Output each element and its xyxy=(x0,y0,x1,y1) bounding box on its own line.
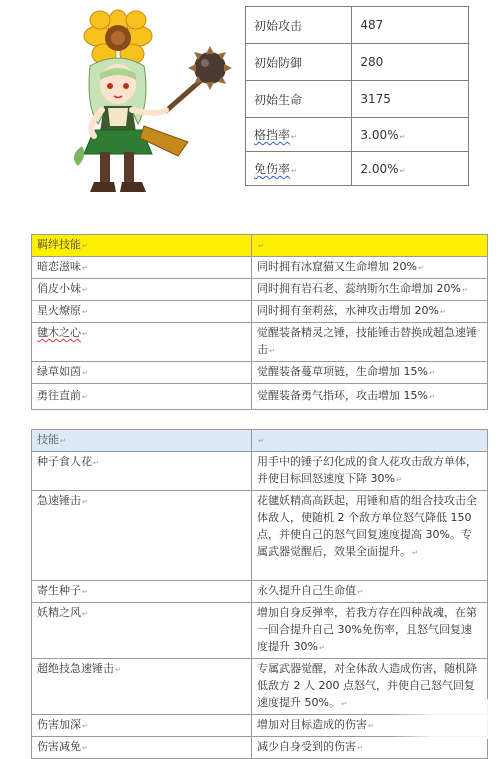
table-row: 毽木之心↵ 觉醒装备精灵之锤，技能锤击替换成超急速锤击↵ xyxy=(32,323,488,362)
bond-desc: 同时拥有岩石老、蕊纳斯尔生命增加 20% xyxy=(257,282,461,295)
skill-desc: 花毽妖精高高跃起，用锤和盾的组合技攻击全体敌人，使随机 2 个敌方单位怒气降低 150 点，并使自己的怒气回复速度提高 30%。专属武器觉醒后，效果全面提升。 xyxy=(257,494,477,558)
bond-header: 羁绊技能 xyxy=(37,238,81,251)
stat-label: 免伤率 xyxy=(254,162,291,176)
skill-name: 种子食人花 xyxy=(37,455,92,468)
stat-value: 3175 xyxy=(360,92,391,106)
stat-label: 初始生命 xyxy=(254,92,303,107)
stat-value: 2.00% xyxy=(360,161,399,176)
mace-icon xyxy=(166,46,232,111)
skills-header-row: 技能↵ ↵ xyxy=(32,430,488,452)
stat-row-defense xyxy=(246,44,469,81)
table-row: 俏皮小妹↵ 同时拥有岩石老、蕊纳斯尔生命增加 20%↵ xyxy=(32,279,488,301)
table-row: 急速锤击↵ 花毽妖精高高跃起，用锤和盾的组合技攻击全体敌人，使随机 2 个敌方单位怒气降低 150 点，并使自己的怒气回复速度提高 30%。专属武器觉醒后，效果全面提升。↵ xyxy=(32,491,488,581)
skill-desc: 减少自身受到的伤害 xyxy=(257,740,356,753)
bond-header-row: 羁绊技能↵ ↵ xyxy=(32,235,488,257)
table-row: 暗恋滋味↵ 同时拥有冰窟猫又生命增加 20%↵ xyxy=(32,257,488,279)
bond-desc: 觉醒装备勇气指环，攻击增加 15% xyxy=(257,389,428,402)
table-row: 伤害加深↵ 增加对目标造成的伤害↵ xyxy=(32,715,488,737)
bond-name: 俏皮小妹 xyxy=(37,282,81,295)
skill-name: 伤害加深 xyxy=(37,718,81,731)
bond-skills-table xyxy=(31,234,488,410)
bond-name: 毽木之心 xyxy=(37,326,81,339)
bond-desc: 同时拥有冰窟猫又生命增加 20% xyxy=(257,260,417,273)
skills-header: 技能 xyxy=(37,433,59,446)
stat-value: 280 xyxy=(360,55,384,69)
stat-row-dmg-reduction: 免伤率↵ 2.00%↵ xyxy=(246,152,469,186)
flower-hat-icon xyxy=(84,10,152,64)
table-row: 勇往直前↵ 觉醒装备勇气指环，攻击增加 15%↵ xyxy=(32,384,488,410)
skill-desc: 永久提升自己生命值 xyxy=(257,584,356,597)
table-row: 种子食人花↵ 用手中的锤子幻化成的食人花攻击敌方单体，并使目标回怒速度下降 30%↵ xyxy=(32,452,488,491)
stat-row-block: 格挡率↵ 3.00%↵ xyxy=(246,118,469,152)
stat-label: 初始攻击 xyxy=(254,18,303,33)
skill-name: 急速锤击 xyxy=(37,494,81,507)
bond-desc: 觉醒装备蔓草项链，生命增加 15% xyxy=(257,365,428,378)
table-row: 寄生种子↵ 永久提升自己生命值↵ xyxy=(32,581,488,603)
stat-value: 487 xyxy=(360,18,384,32)
stat-label: 初始防御 xyxy=(254,55,303,70)
stat-value: 3.00% xyxy=(360,127,399,142)
bond-name: 绿草如茵 xyxy=(37,365,81,378)
table-row: 妖精之风↵ 增加自身反弹率，若我方存在四种战魂，在第一回合提升自己 30%免伤率，且怒气回复速度提升 30%↵ xyxy=(32,603,488,659)
stat-row-attack xyxy=(246,7,469,44)
skill-name: 寄生种子 xyxy=(37,584,81,597)
watermark-fade xyxy=(390,699,500,739)
bond-desc: 同时拥有奎莉兹，水神攻击增加 20% xyxy=(257,304,439,317)
skill-name: 伤害减免 xyxy=(37,740,81,753)
skill-desc: 增加自身反弹率，若我方存在四种战魂，在第一回合提升自己 30%免伤率，且怒气回复速度提升 30% xyxy=(257,606,477,653)
stat-label: 格挡率 xyxy=(254,128,291,142)
skill-name: 妖精之风 xyxy=(37,606,81,619)
skill-name: 超绝技急速锤击 xyxy=(37,662,114,675)
skill-desc: 增加对目标造成的伤害 xyxy=(257,718,367,731)
bond-name: 暗恋滋味 xyxy=(37,260,81,273)
bond-name: 星火燎原 xyxy=(37,304,81,317)
bond-name: 勇往直前 xyxy=(37,389,81,402)
bond-desc: 觉醒装备精灵之锤，技能锤击替换成超急速锤击 xyxy=(257,326,477,356)
table-row: 星火燎原↵ 同时拥有奎莉兹，水神攻击增加 20%↵ xyxy=(32,301,488,323)
table-row: 绿草如茵↵ 觉醒装备蔓草项链，生命增加 15%↵ xyxy=(32,362,488,384)
table-row: 伤害减免↵ 减少自身受到的伤害↵ xyxy=(32,737,488,759)
table-row: 超绝技急速锤击↵ 专属武器觉醒，对全体敌人造成伤害，随机降低敌方 2 人 200 点怒气，并使自己怒气回复速度提升 50%。↵ xyxy=(32,659,488,715)
skill-desc: 专属武器觉醒，对全体敌人造成伤害，随机降低敌方 2 人 200 点怒气，并使自己怒气回复速度提升 50%。 xyxy=(257,662,477,709)
skill-desc: 用手中的锤子幻化成的食人花攻击敌方单体，并使目标回怒速度下降 30% xyxy=(257,455,477,485)
character-illustration xyxy=(38,6,238,206)
stats-table xyxy=(245,6,469,186)
stat-row-hp xyxy=(246,81,469,118)
